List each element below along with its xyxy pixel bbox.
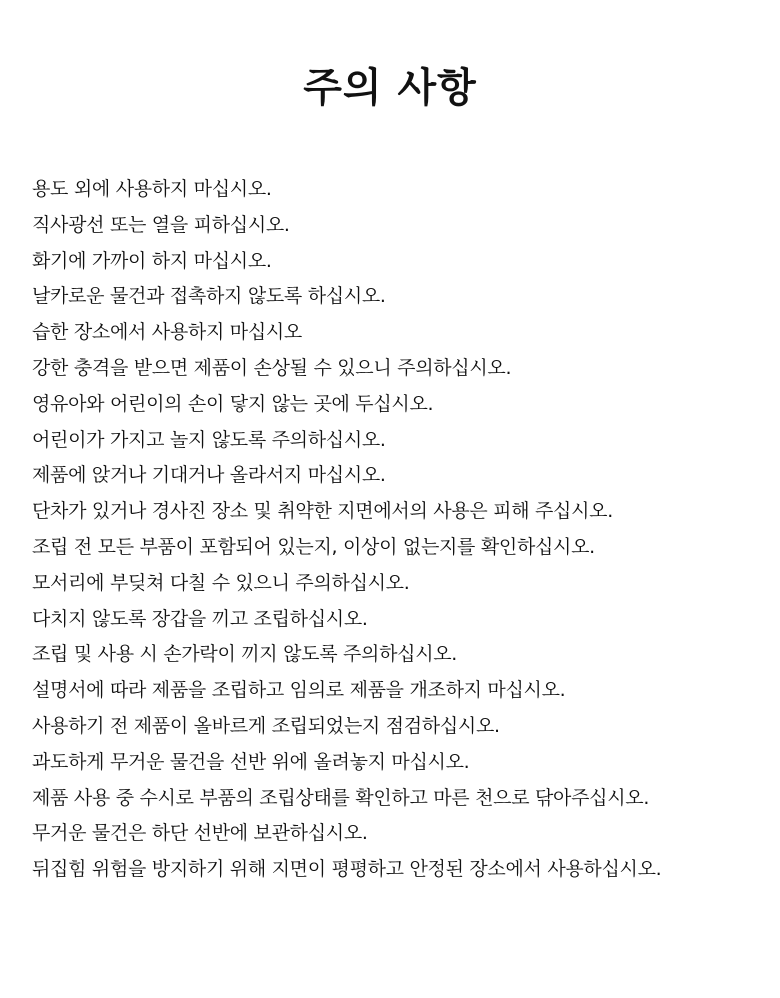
caution-item: 단차가 있거나 경사진 장소 및 취약한 지면에서의 사용은 피해 주십시오. [32,500,613,523]
caution-item: 강한 충격을 받으면 제품이 손상될 수 있으니 주의하십시오. [32,356,512,379]
caution-item: 무거운 물건은 하단 선반에 보관하십시오. [32,822,368,845]
caution-item: 뒤집힘 위험을 방지하기 위해 지면이 평평하고 안정된 장소에서 사용하십시오. [32,858,662,881]
caution-item: 사용하기 전 제품이 올바르게 조립되었는지 점검하십시오. [32,714,500,737]
caution-item: 제품에 앉거나 기대거나 올라서지 마십시오. [32,464,386,487]
caution-item: 제품 사용 중 수시로 부품의 조립상태를 확인하고 마른 천으로 닦아주십시오. [32,786,650,809]
caution-item: 모서리에 부딪쳐 다칠 수 있으니 주의하십시오. [32,571,410,594]
caution-item: 화기에 가까이 하지 마십시오. [32,249,272,272]
caution-item: 설명서에 따라 제품을 조립하고 임의로 제품을 개조하지 마십시오. [32,679,566,702]
caution-item: 용도 외에 사용하지 마십시오. [32,178,272,200]
caution-item: 다치지 않도록 장갑을 끼고 조립하십시오. [32,607,368,630]
caution-item: 날카로운 물건과 접촉하지 않도록 하십시오. [32,285,386,308]
caution-item: 조립 전 모든 부품이 포함되어 있는지, 이상이 없는지를 확인하십시오. [32,535,595,558]
caution-item: 조립 및 사용 시 손가락이 끼지 않도록 주의하십시오. [32,643,458,666]
page-title: 주의 사항 [303,65,477,111]
caution-item: 영유아와 어린이의 손이 닿지 않는 곳에 두십시오. [32,392,434,415]
caution-item: 습한 장소에서 사용하지 마십시오 [32,321,302,344]
caution-list [32,172,772,888]
caution-item: 어린이가 가지고 놀지 않도록 주의하십시오. [32,428,386,451]
caution-item: 직사광선 또는 열을 피하십시오. [32,213,290,236]
caution-item: 과도하게 무거운 물건을 선반 위에 올려놓지 마십시오. [32,750,470,773]
